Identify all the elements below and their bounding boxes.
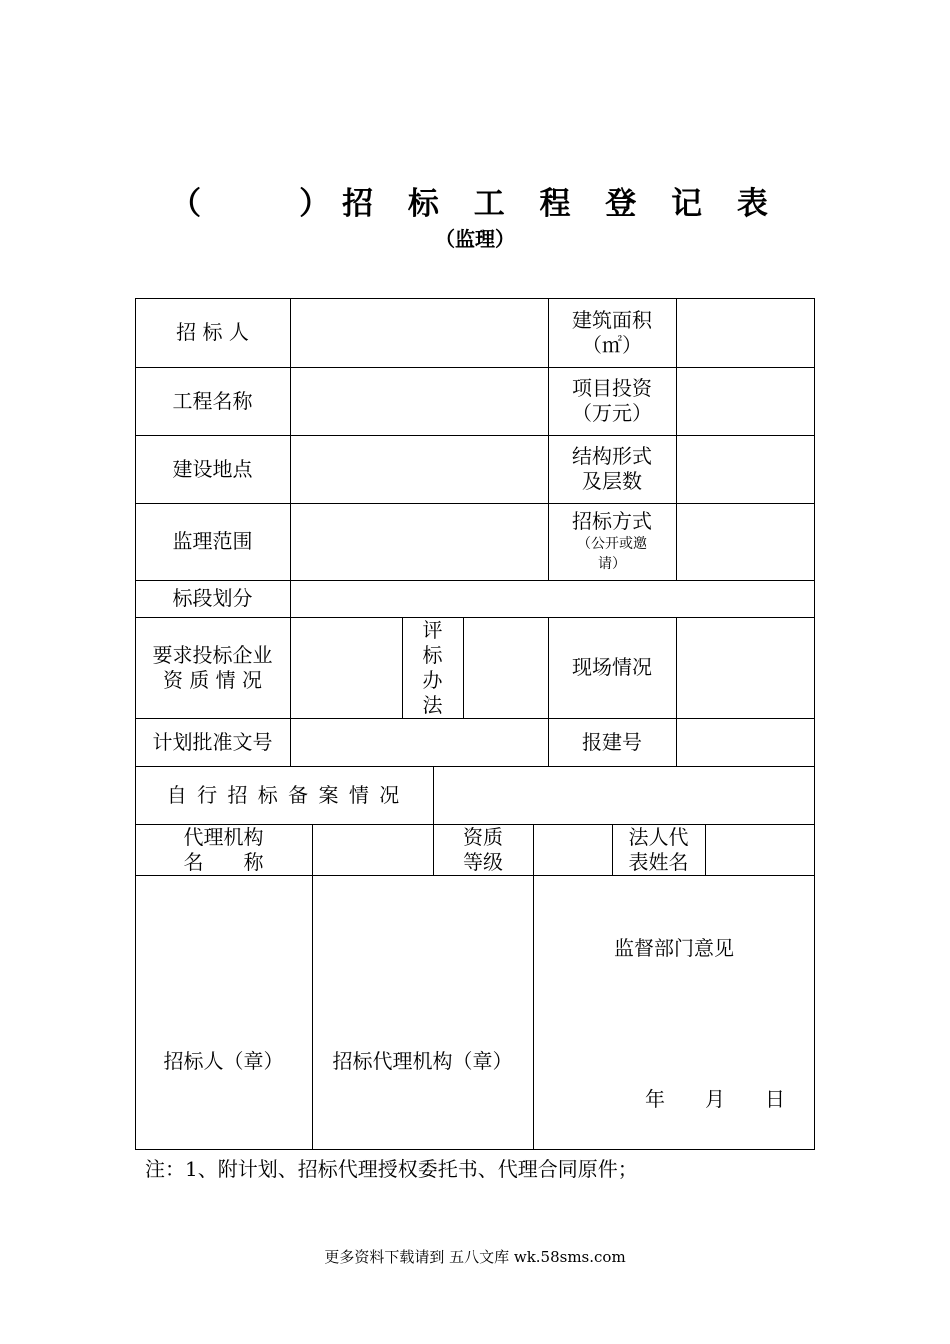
table-line <box>135 1149 815 1150</box>
tenderer-seal-label: 招标人（章） <box>163 1048 284 1073</box>
site-label: 现场情况 <box>572 655 652 679</box>
form-subtitle: （监理） <box>435 227 515 251</box>
building-area-line-2: （㎡） <box>582 332 642 357</box>
table-line <box>814 298 815 1150</box>
agency-grade-line-2: 等级 <box>463 849 503 874</box>
table-line <box>705 824 706 875</box>
approval-no-label: 计划批准文号 <box>152 729 273 754</box>
legal-rep-label <box>612 824 705 875</box>
self-record-label: 自 行 招 标 备 案 情 况 <box>166 782 402 807</box>
agency-seal-label: 招标代理机构（章） <box>332 1048 513 1073</box>
legal-rep-line-2: 表姓名 <box>628 849 689 874</box>
qualification-line-1: 要求投标企业 <box>152 642 273 667</box>
building-area-line-1: 建筑面积 <box>572 307 652 332</box>
table-line <box>676 617 677 766</box>
structure-line-1: 结构形式 <box>572 444 652 468</box>
agency-name-label <box>135 824 312 875</box>
building-area-label <box>548 298 676 367</box>
project-name-label: 工程名称 <box>172 388 253 413</box>
table-line <box>290 298 291 766</box>
table-line <box>533 824 534 1149</box>
agency-name-line-1: 代理机构 <box>183 824 264 849</box>
sections-label: 标段划分 <box>172 586 253 610</box>
agency-grade-label <box>433 824 533 875</box>
evaluation-char-2: 标 <box>422 642 443 667</box>
tender-method-line-2: （公开或邀 <box>577 536 647 552</box>
tenderer-label: 招 标 人 <box>176 320 249 344</box>
table-line <box>135 875 815 876</box>
qualification-label <box>135 617 290 718</box>
tender-method-line-1: 招标方式 <box>572 509 652 533</box>
investment-line-2: （万元） <box>572 401 652 425</box>
form-title: （ ）招 标 工 程 登 记 表 <box>170 186 780 222</box>
location-label: 建设地点 <box>172 456 253 481</box>
registration-table <box>135 298 815 1150</box>
evaluation-char-1: 评 <box>422 617 443 642</box>
date-label: 年 月 日 <box>645 1086 785 1111</box>
report-no-label: 报建号 <box>582 729 642 754</box>
tender-method-label <box>548 503 676 580</box>
page-footer: 更多资料下载请到 五八文库 wk.58sms.com <box>324 1248 626 1266</box>
structure-label <box>548 435 676 503</box>
table-line <box>676 298 677 580</box>
tender-method-line-3: 请） <box>598 556 626 572</box>
evaluation-char-3: 办 <box>422 667 443 692</box>
structure-line-2: 及层数 <box>582 469 642 493</box>
table-line <box>463 617 464 718</box>
evaluation-char-4: 法 <box>422 692 443 717</box>
legal-rep-line-1: 法人代 <box>628 824 689 849</box>
supervision-opinion-label: 监督部门意见 <box>614 935 734 960</box>
evaluation-method-label <box>402 617 463 718</box>
agency-grade-line-1: 资质 <box>463 824 503 849</box>
footnote: 注：1、附计划、招标代理授权委托书、代理合同原件； <box>145 1157 638 1181</box>
investment-label <box>548 367 676 435</box>
table-line <box>312 824 313 1149</box>
investment-line-1: 项目投资 <box>572 376 652 400</box>
qualification-line-2: 资 质 情 况 <box>162 667 263 692</box>
agency-name-line-2: 名 称 <box>183 849 264 874</box>
scope-label: 监理范围 <box>172 529 253 553</box>
